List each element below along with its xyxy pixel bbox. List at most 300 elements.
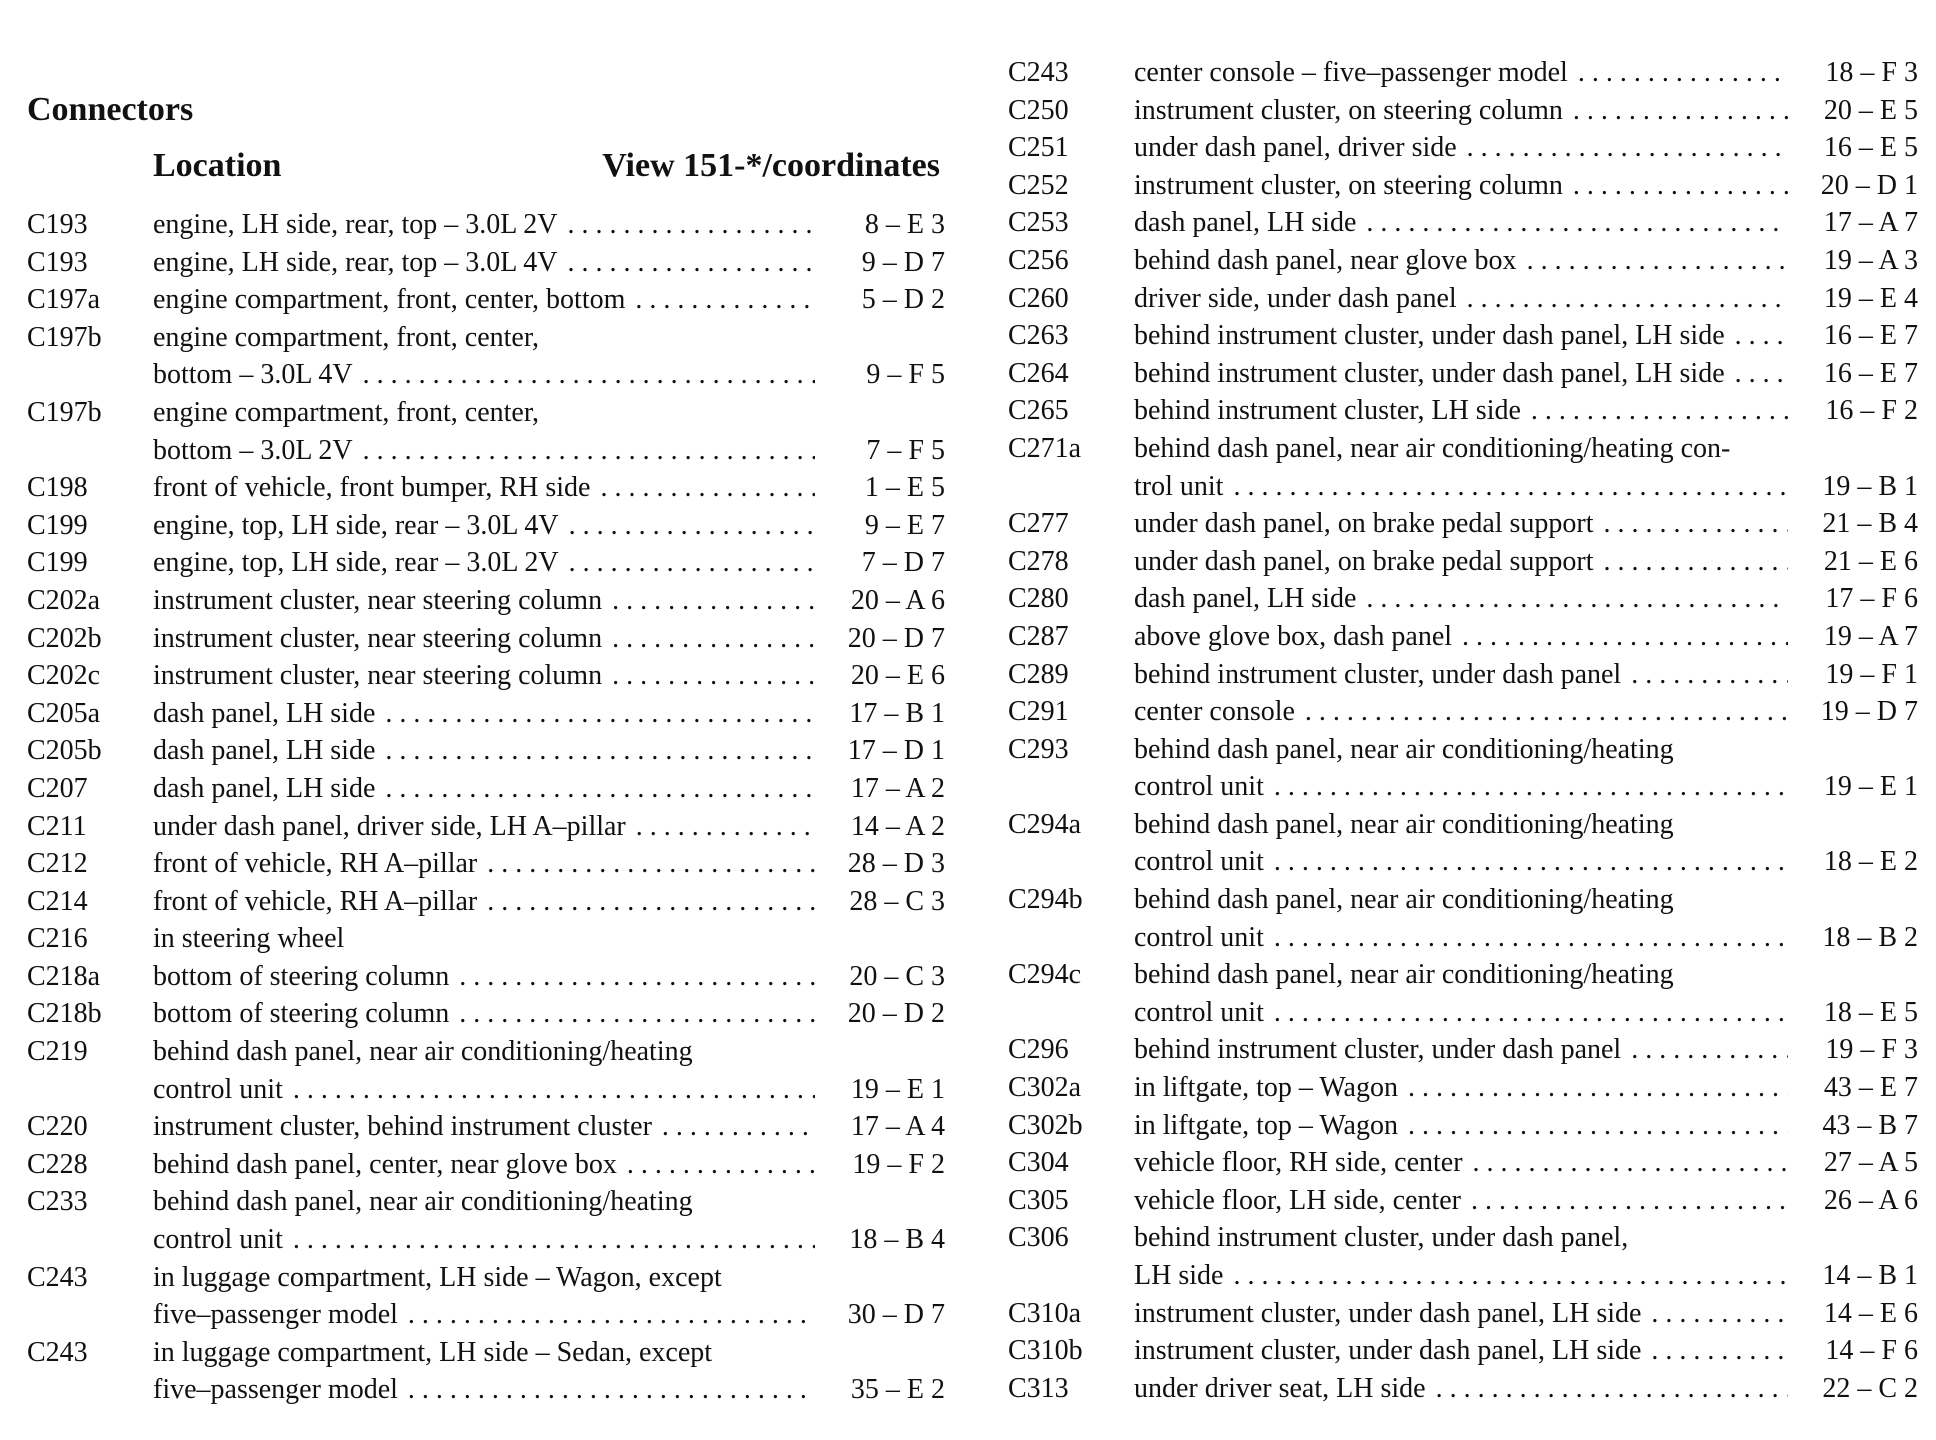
connector-location (1134, 806, 1918, 881)
connector-code: C256 (1008, 244, 1069, 276)
connector-location (1134, 204, 1918, 242)
connector-code: C211 (27, 810, 87, 842)
connector-code: C202c (27, 660, 101, 692)
location-text: bottom – 3.0L 4V (153, 359, 353, 391)
location-text: engine compartment, front, center, (153, 396, 540, 428)
dot-leader (1604, 505, 1788, 543)
connector-code: C302b (1008, 1109, 1083, 1141)
connector-code: C207 (27, 772, 88, 804)
view-coordinates: 9 – D 7 (861, 246, 945, 278)
connector-code: C271a (1008, 432, 1082, 464)
view-coordinates: 17 – B 1 (849, 697, 945, 729)
view-coordinates: 9 – F 5 (866, 359, 945, 391)
connector-entry (27, 1146, 945, 1184)
connector-entry (27, 281, 945, 319)
dot-leader (1735, 317, 1788, 355)
location-text: engine compartment, front, center, bottom (153, 284, 626, 316)
connector-entry (1008, 505, 1918, 543)
view-coordinates: 16 – E 7 (1823, 357, 1918, 389)
dot-leader (568, 244, 815, 282)
connector-location (1134, 1107, 1918, 1145)
location-text: behind dash panel, near air conditioning/heating (153, 1036, 693, 1068)
view-coordinates: 20 – C 3 (849, 960, 945, 992)
location-text: engine, LH side, rear, top – 3.0L 4V (153, 246, 558, 278)
connector-location (1134, 505, 1918, 543)
column-headers (27, 144, 945, 188)
dot-leader (1462, 618, 1788, 656)
connector-code: C253 (1008, 207, 1069, 239)
location-text: in luggage compartment, LH side – Wagon, except (153, 1261, 722, 1293)
connector-entry (1008, 54, 1918, 92)
dot-leader (1578, 54, 1788, 92)
location-last-line (1134, 204, 1918, 242)
connector-location (153, 1334, 945, 1409)
view-coordinates: 18 – B 4 (849, 1224, 945, 1256)
connector-location (153, 281, 945, 319)
dot-leader (612, 582, 815, 620)
location-text: engine, top, LH side, rear – 3.0L 4V (153, 509, 559, 541)
view-coordinates: 18 – E 5 (1823, 996, 1918, 1028)
location-last-line (1134, 1257, 1918, 1295)
dot-leader (385, 695, 815, 733)
location-last-line (153, 469, 945, 507)
connector-code: C305 (1008, 1184, 1069, 1216)
location-last-line (1134, 843, 1918, 881)
view-coordinates: 16 – E 7 (1823, 320, 1918, 352)
connector-location (153, 920, 945, 958)
dot-leader (1527, 242, 1788, 280)
dot-leader (636, 808, 815, 846)
location-last-line (1134, 656, 1918, 694)
connector-location (1134, 580, 1918, 618)
view-coordinates: 28 – C 3 (849, 885, 945, 917)
dot-leader (1631, 1031, 1788, 1069)
connector-entry (1008, 129, 1918, 167)
connector-location (153, 507, 945, 545)
connector-code: C193 (27, 246, 88, 278)
view-coordinates: 7 – F 5 (866, 434, 945, 466)
connector-entry (27, 1108, 945, 1146)
connector-entry (27, 808, 945, 846)
connector-location (153, 732, 945, 770)
connector-code: C243 (27, 1261, 88, 1293)
location-last-line (1134, 1107, 1918, 1145)
view-coordinates: 19 – B 1 (1822, 470, 1918, 502)
connector-location (153, 995, 945, 1033)
dot-leader (408, 1371, 815, 1409)
connector-code: C287 (1008, 620, 1069, 652)
view-coordinates: 19 – E 4 (1823, 282, 1918, 314)
location-last-line (1134, 167, 1918, 205)
dot-leader (1274, 994, 1788, 1032)
connector-location (1134, 167, 1918, 205)
connector-entry (1008, 693, 1918, 731)
dot-leader (1233, 468, 1788, 506)
connector-location (153, 582, 945, 620)
connector-location (153, 1146, 945, 1184)
view-coordinates: 19 – E 1 (1823, 771, 1918, 803)
dot-leader (612, 620, 815, 658)
connector-code: C251 (1008, 132, 1069, 164)
connector-location (1134, 1219, 1918, 1294)
view-coordinates: 19 – A 7 (1823, 620, 1918, 652)
dot-leader (487, 883, 815, 921)
connector-code: C243 (1008, 57, 1069, 88)
location-text: front of vehicle, RH A–pillar (153, 885, 478, 917)
connector-location (1134, 543, 1918, 581)
location-text: bottom – 3.0L 2V (153, 434, 353, 466)
view-coordinates: 7 – D 7 (861, 547, 945, 579)
view-coordinates: 28 – D 3 (847, 848, 945, 880)
connector-location (1134, 92, 1918, 130)
connector-code: C214 (27, 885, 88, 917)
dot-leader (408, 1296, 815, 1334)
location-text: under dash panel, driver side, LH A–pillar (153, 810, 626, 842)
location-text: behind instrument cluster, under dash panel, (1134, 1222, 1629, 1254)
location-text: LH side (1134, 1260, 1224, 1291)
connector-entry (27, 1259, 945, 1334)
left-connector-list (27, 206, 945, 1409)
location-last-line (153, 244, 945, 282)
connector-location (1134, 731, 1918, 806)
location-last-line (153, 1108, 945, 1146)
connector-code: C277 (1008, 508, 1069, 540)
connector-code: C198 (27, 472, 88, 504)
view-coordinates: 17 – A 7 (1823, 207, 1918, 239)
view-coordinates: 14 – E 6 (1823, 1297, 1918, 1329)
location-text: behind dash panel, near air conditioning/heating (153, 1186, 693, 1218)
location-last-line (1134, 129, 1918, 167)
location-text: engine, LH side, rear, top – 3.0L 2V (153, 209, 558, 240)
page-title: Connectors (27, 91, 194, 128)
location-text: center console (1134, 696, 1295, 728)
connector-entry (1008, 1031, 1918, 1069)
location-last-line (153, 657, 945, 695)
location-text: five–passenger model (153, 1374, 398, 1406)
view-coordinates: 14 – F 6 (1825, 1335, 1918, 1367)
view-coordinates: 19 – F 2 (852, 1148, 945, 1180)
connector-location (153, 394, 945, 469)
connector-entry (27, 620, 945, 658)
location-text: behind instrument cluster, under dash panel, LH side (1134, 357, 1725, 389)
dot-leader (293, 1221, 815, 1259)
connector-entry (27, 958, 945, 996)
connector-location (1134, 129, 1918, 167)
connector-code: C205a (27, 697, 101, 729)
connector-entry (1008, 1332, 1918, 1370)
view-coordinates: 14 – B 1 (1822, 1260, 1918, 1291)
dot-leader (385, 732, 815, 770)
dot-leader (1531, 392, 1788, 430)
connector-location (153, 883, 945, 921)
view-coordinates: 20 – D 7 (847, 622, 945, 654)
dot-leader (293, 1071, 815, 1109)
connector-entry (1008, 1069, 1918, 1107)
location-text: instrument cluster, under dash panel, LH side (1134, 1335, 1642, 1367)
connector-location (153, 244, 945, 282)
location-text: dash panel, LH side (1134, 583, 1357, 615)
connector-code: C310b (1008, 1335, 1083, 1367)
connector-location (1134, 1182, 1918, 1220)
connector-code: C212 (27, 848, 88, 880)
location-text: front of vehicle, RH A–pillar (153, 848, 478, 880)
view-coordinates: 19 – E 1 (850, 1073, 945, 1105)
dot-leader (1274, 843, 1788, 881)
connector-entry (27, 544, 945, 582)
connector-location (153, 206, 945, 244)
location-last-line (153, 808, 945, 846)
location-text: bottom of steering column (153, 998, 450, 1030)
location-last-line (153, 883, 945, 921)
connector-entry (1008, 1295, 1918, 1333)
connector-entry (27, 732, 945, 770)
location-last-line (153, 995, 945, 1033)
location-text: behind dash panel, near air conditioning/heating (1134, 884, 1674, 916)
connector-code: C202b (27, 622, 102, 654)
view-coordinates: 19 – A 3 (1823, 244, 1918, 276)
location-text: driver side, under dash panel (1134, 282, 1457, 314)
dot-leader (1274, 919, 1788, 957)
connector-entry (1008, 430, 1918, 505)
connector-entry (27, 507, 945, 545)
connector-location (1134, 881, 1918, 956)
view-coordinates: 1 – E 5 (864, 472, 945, 504)
connector-entry (1008, 806, 1918, 881)
connector-entry (27, 1334, 945, 1409)
location-last-line (1134, 580, 1918, 618)
location-last-line (1134, 693, 1918, 731)
location-last-line (1134, 242, 1918, 280)
connector-entry (1008, 731, 1918, 806)
dot-leader (1467, 129, 1788, 167)
connector-entry (1008, 956, 1918, 1031)
view-coordinates: 17 – A 2 (850, 772, 945, 804)
connector-entry (27, 319, 945, 394)
connector-code: C293 (1008, 733, 1069, 765)
location-last-line (153, 845, 945, 883)
connector-code: C306 (1008, 1222, 1069, 1254)
dot-leader (385, 770, 815, 808)
connector-code: C252 (1008, 169, 1069, 201)
location-header: Location (153, 147, 282, 184)
connector-location (1134, 656, 1918, 694)
connector-location (1134, 280, 1918, 318)
dot-leader (1735, 355, 1788, 393)
connector-code: C218a (27, 960, 101, 992)
dot-leader (600, 469, 815, 507)
connector-entry (27, 394, 945, 469)
view-coordinates: 20 – E 5 (1823, 94, 1918, 126)
location-text: behind instrument cluster, under dash panel (1134, 1034, 1622, 1066)
connector-location (153, 1183, 945, 1258)
connector-entry (1008, 543, 1918, 581)
connector-code: C263 (1008, 320, 1069, 352)
connector-location (1134, 1370, 1918, 1408)
dot-leader (1408, 1069, 1788, 1107)
connector-location (153, 845, 945, 883)
connector-code: C289 (1008, 658, 1069, 690)
connector-location (153, 620, 945, 658)
connector-entry (1008, 580, 1918, 618)
dot-leader (487, 845, 815, 883)
dot-leader (1473, 1144, 1788, 1182)
location-text: under dash panel, driver side (1134, 132, 1457, 164)
connector-entry (27, 845, 945, 883)
location-last-line (153, 1221, 945, 1259)
location-text: behind instrument cluster, LH side (1134, 395, 1521, 427)
dot-leader (662, 1108, 815, 1146)
location-last-line (153, 920, 945, 958)
location-last-line (153, 732, 945, 770)
view-coordinates: 21 – E 6 (1823, 545, 1918, 577)
location-text: engine compartment, front, center, (153, 321, 540, 353)
connector-code: C219 (27, 1036, 88, 1068)
connector-entry (1008, 1219, 1918, 1294)
connector-entry (1008, 355, 1918, 393)
connector-code: C294b (1008, 884, 1083, 916)
connector-code: C197a (27, 284, 101, 316)
location-text: in liftgate, top – Wagon (1134, 1072, 1398, 1104)
connector-code: C250 (1008, 94, 1069, 126)
connector-code: C216 (27, 923, 88, 955)
view-coordinates: 20 – E 6 (850, 660, 945, 692)
connector-location (153, 1033, 945, 1108)
location-text: front of vehicle, front bumper, RH side (153, 472, 591, 504)
connector-entry (1008, 204, 1918, 242)
connector-entry (1008, 1182, 1918, 1220)
dot-leader (1366, 204, 1788, 242)
view-coordinates: 5 – D 2 (861, 284, 945, 316)
location-last-line (153, 770, 945, 808)
location-text: instrument cluster, near steering column (153, 584, 603, 616)
location-text: behind dash panel, near air conditioning/heating (1134, 959, 1674, 991)
connector-location (153, 469, 945, 507)
view-coordinates: 18 – B 2 (1822, 921, 1918, 953)
connector-location (153, 319, 945, 394)
connector-code: C265 (1008, 395, 1069, 427)
connector-entry (27, 469, 945, 507)
view-coordinates: 17 – D 1 (847, 735, 945, 767)
connector-location (1134, 317, 1918, 355)
dot-leader (1467, 280, 1788, 318)
location-last-line (1134, 994, 1918, 1032)
connector-code: C202a (27, 584, 101, 616)
location-last-line (1134, 1370, 1918, 1408)
dot-leader (612, 657, 815, 695)
dot-leader (1573, 167, 1788, 205)
location-text: behind dash panel, near glove box (1134, 244, 1517, 276)
dot-leader (1651, 1295, 1788, 1333)
location-last-line (1134, 543, 1918, 581)
connector-code: C197b (27, 396, 102, 428)
location-last-line (153, 620, 945, 658)
location-text: dash panel, LH side (153, 772, 376, 804)
connector-location (153, 695, 945, 733)
location-text: trol unit (1134, 470, 1224, 502)
dot-leader (1604, 543, 1788, 581)
connector-entry (27, 657, 945, 695)
location-text: five–passenger model (153, 1299, 398, 1331)
connector-location (153, 770, 945, 808)
location-last-line (153, 432, 945, 470)
connector-entry (1008, 392, 1918, 430)
view-coordinates-header: View 151-*/coordinates (602, 147, 940, 184)
connector-location (1134, 54, 1918, 92)
view-coordinates: 17 – F 6 (1825, 583, 1918, 615)
view-coordinates: 20 – D 2 (847, 998, 945, 1030)
view-coordinates: 35 – E 2 (850, 1374, 945, 1406)
connector-code: C243 (27, 1336, 88, 1368)
dot-leader (1408, 1107, 1788, 1145)
location-last-line (153, 507, 945, 545)
connector-location (153, 1259, 945, 1334)
connector-code: C199 (27, 509, 88, 541)
connector-entry (1008, 242, 1918, 280)
connector-entry (1008, 92, 1918, 130)
view-coordinates: 16 – E 5 (1823, 132, 1918, 164)
connector-code: C294c (1008, 959, 1082, 991)
location-last-line (153, 206, 945, 244)
connector-code: C220 (27, 1111, 88, 1143)
connector-entry (27, 995, 945, 1033)
connector-entry (1008, 881, 1918, 956)
connector-location (1134, 1069, 1918, 1107)
dot-leader (1573, 92, 1788, 130)
connector-code: C278 (1008, 545, 1069, 577)
location-last-line (1134, 1295, 1918, 1333)
location-text: dash panel, LH side (153, 735, 376, 767)
location-last-line (1134, 317, 1918, 355)
connector-code: C218b (27, 998, 102, 1030)
location-last-line (153, 281, 945, 319)
view-coordinates: 43 – B 7 (1822, 1109, 1918, 1141)
connector-entry (27, 582, 945, 620)
dot-leader (363, 356, 815, 394)
location-last-line (1134, 768, 1918, 806)
connector-entry (27, 695, 945, 733)
dot-leader (459, 958, 815, 996)
view-coordinates: 22 – C 2 (1822, 1372, 1918, 1404)
location-last-line (153, 958, 945, 996)
dot-leader (1436, 1370, 1788, 1408)
connector-location (1134, 242, 1918, 280)
connector-entry (1008, 167, 1918, 205)
connector-entry (27, 920, 945, 958)
connector-code: C264 (1008, 357, 1069, 389)
location-text: instrument cluster, near steering column (153, 622, 603, 654)
connector-entry (1008, 317, 1918, 355)
location-text: under dash panel, on brake pedal support (1134, 508, 1594, 540)
location-text: in steering wheel (153, 923, 345, 955)
connector-entry (27, 1183, 945, 1258)
view-coordinates: 17 – A 4 (850, 1111, 945, 1143)
connector-entry (27, 770, 945, 808)
dot-leader (1631, 656, 1788, 694)
view-coordinates: 20 – D 1 (1820, 169, 1918, 201)
connector-code: C199 (27, 547, 88, 579)
location-text: instrument cluster, behind instrument cluster (153, 1111, 652, 1143)
view-coordinates: 16 – F 2 (1825, 395, 1918, 427)
connector-location (153, 808, 945, 846)
view-coordinates: 43 – E 7 (1823, 1072, 1918, 1104)
location-last-line (1134, 468, 1918, 506)
view-coordinates: 26 – A 6 (1823, 1184, 1918, 1216)
view-coordinates: 30 – D 7 (847, 1299, 945, 1331)
connector-entry (1008, 618, 1918, 656)
dot-leader (568, 206, 815, 244)
dot-leader (363, 432, 815, 470)
dot-leader (1366, 580, 1788, 618)
